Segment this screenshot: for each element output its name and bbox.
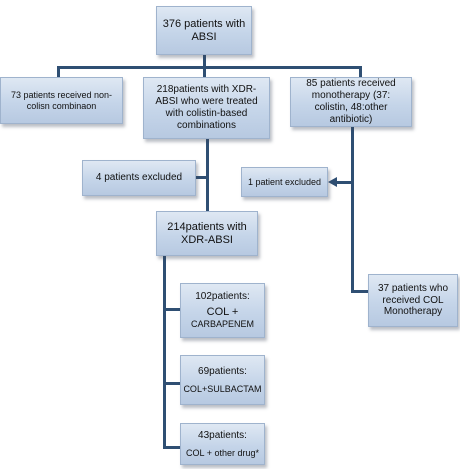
connector-monotherapy-down <box>351 127 354 292</box>
node-excluded-1 <box>241 167 328 197</box>
connector-to-excluded-1 <box>335 181 353 184</box>
node-col-monotherapy-37 <box>368 274 458 327</box>
node-xdr-214 <box>156 211 258 256</box>
connector-to-excluded-4 <box>196 176 208 179</box>
node-carbapenem-line1: 102patients: <box>195 291 250 303</box>
connector-to-sulbactam <box>163 382 180 385</box>
node-non-colistin-73 <box>0 77 123 124</box>
node-carbapenem-line2: COL + <box>206 306 239 319</box>
node-monotherapy-line4: antibiotic) <box>329 113 373 125</box>
node-other-drug-line1: 43patients: <box>198 429 247 441</box>
node-xdr-treated-line1: 218patients with XDR- <box>156 84 257 96</box>
node-xdr-treated-line3: with colistin-based <box>165 108 248 119</box>
node-monotherapy-line3: colistin, 48:other <box>314 102 388 113</box>
node-col-sulbactam-69 <box>180 355 265 405</box>
connector-top-horizontal <box>57 66 362 69</box>
connector-to-col-mono <box>351 290 368 293</box>
connector-to-non-colistin <box>57 66 60 77</box>
connector-to-xdr-treated <box>203 66 206 77</box>
node-xdr-treated-line4: combinations <box>177 119 236 131</box>
node-excluded-1-text: 1 patient excluded <box>247 176 322 187</box>
connector-214-spine <box>163 256 166 448</box>
node-monotherapy-line2: monotherapy (37: <box>311 90 391 102</box>
connector-to-monotherapy <box>359 66 362 77</box>
node-xdr-treated-218 <box>143 77 270 139</box>
node-excluded-4-text: 4 patients excluded <box>95 172 183 184</box>
arrow-to-excluded-1 <box>328 177 337 187</box>
connector-to-carbapenem <box>163 308 180 311</box>
connector-to-other-drug <box>163 446 180 449</box>
node-non-colistin-line2: colisn combinaon <box>26 100 97 111</box>
node-root-line1: 376 patients with <box>162 17 246 30</box>
node-other-drug-line2: COL + other drug* <box>186 447 259 458</box>
node-xdr-treated-line2: ABSI who were treated <box>155 96 258 108</box>
node-col-other-drug-43 <box>180 423 265 465</box>
connector-xdr-treated-down <box>206 139 209 211</box>
node-root-line2: ABSI <box>191 30 217 43</box>
node-non-colistin-line1: 73 patients received non- <box>10 89 113 100</box>
node-col-mono-line1: 37 patients who <box>377 282 449 294</box>
node-sulbactam-line2: COL+SULBACTAM <box>183 383 262 394</box>
node-xdr-214-line2: XDR-ABSI <box>181 233 233 246</box>
node-col-mono-line2: received COL <box>382 294 444 306</box>
node-xdr-214-line1: 214patients with <box>167 220 247 233</box>
node-excluded-4 <box>82 160 196 196</box>
node-sulbactam-line1: 69patients: <box>198 365 247 377</box>
node-col-carbapenem-102 <box>180 283 265 338</box>
node-monotherapy-line1: 85 patients received <box>306 78 396 90</box>
node-col-mono-line3: Monotherapy <box>383 306 443 318</box>
node-root-376-patients <box>156 6 252 55</box>
node-monotherapy-85 <box>290 77 412 127</box>
node-carbapenem-line3: CARBAPENEM <box>190 319 254 330</box>
